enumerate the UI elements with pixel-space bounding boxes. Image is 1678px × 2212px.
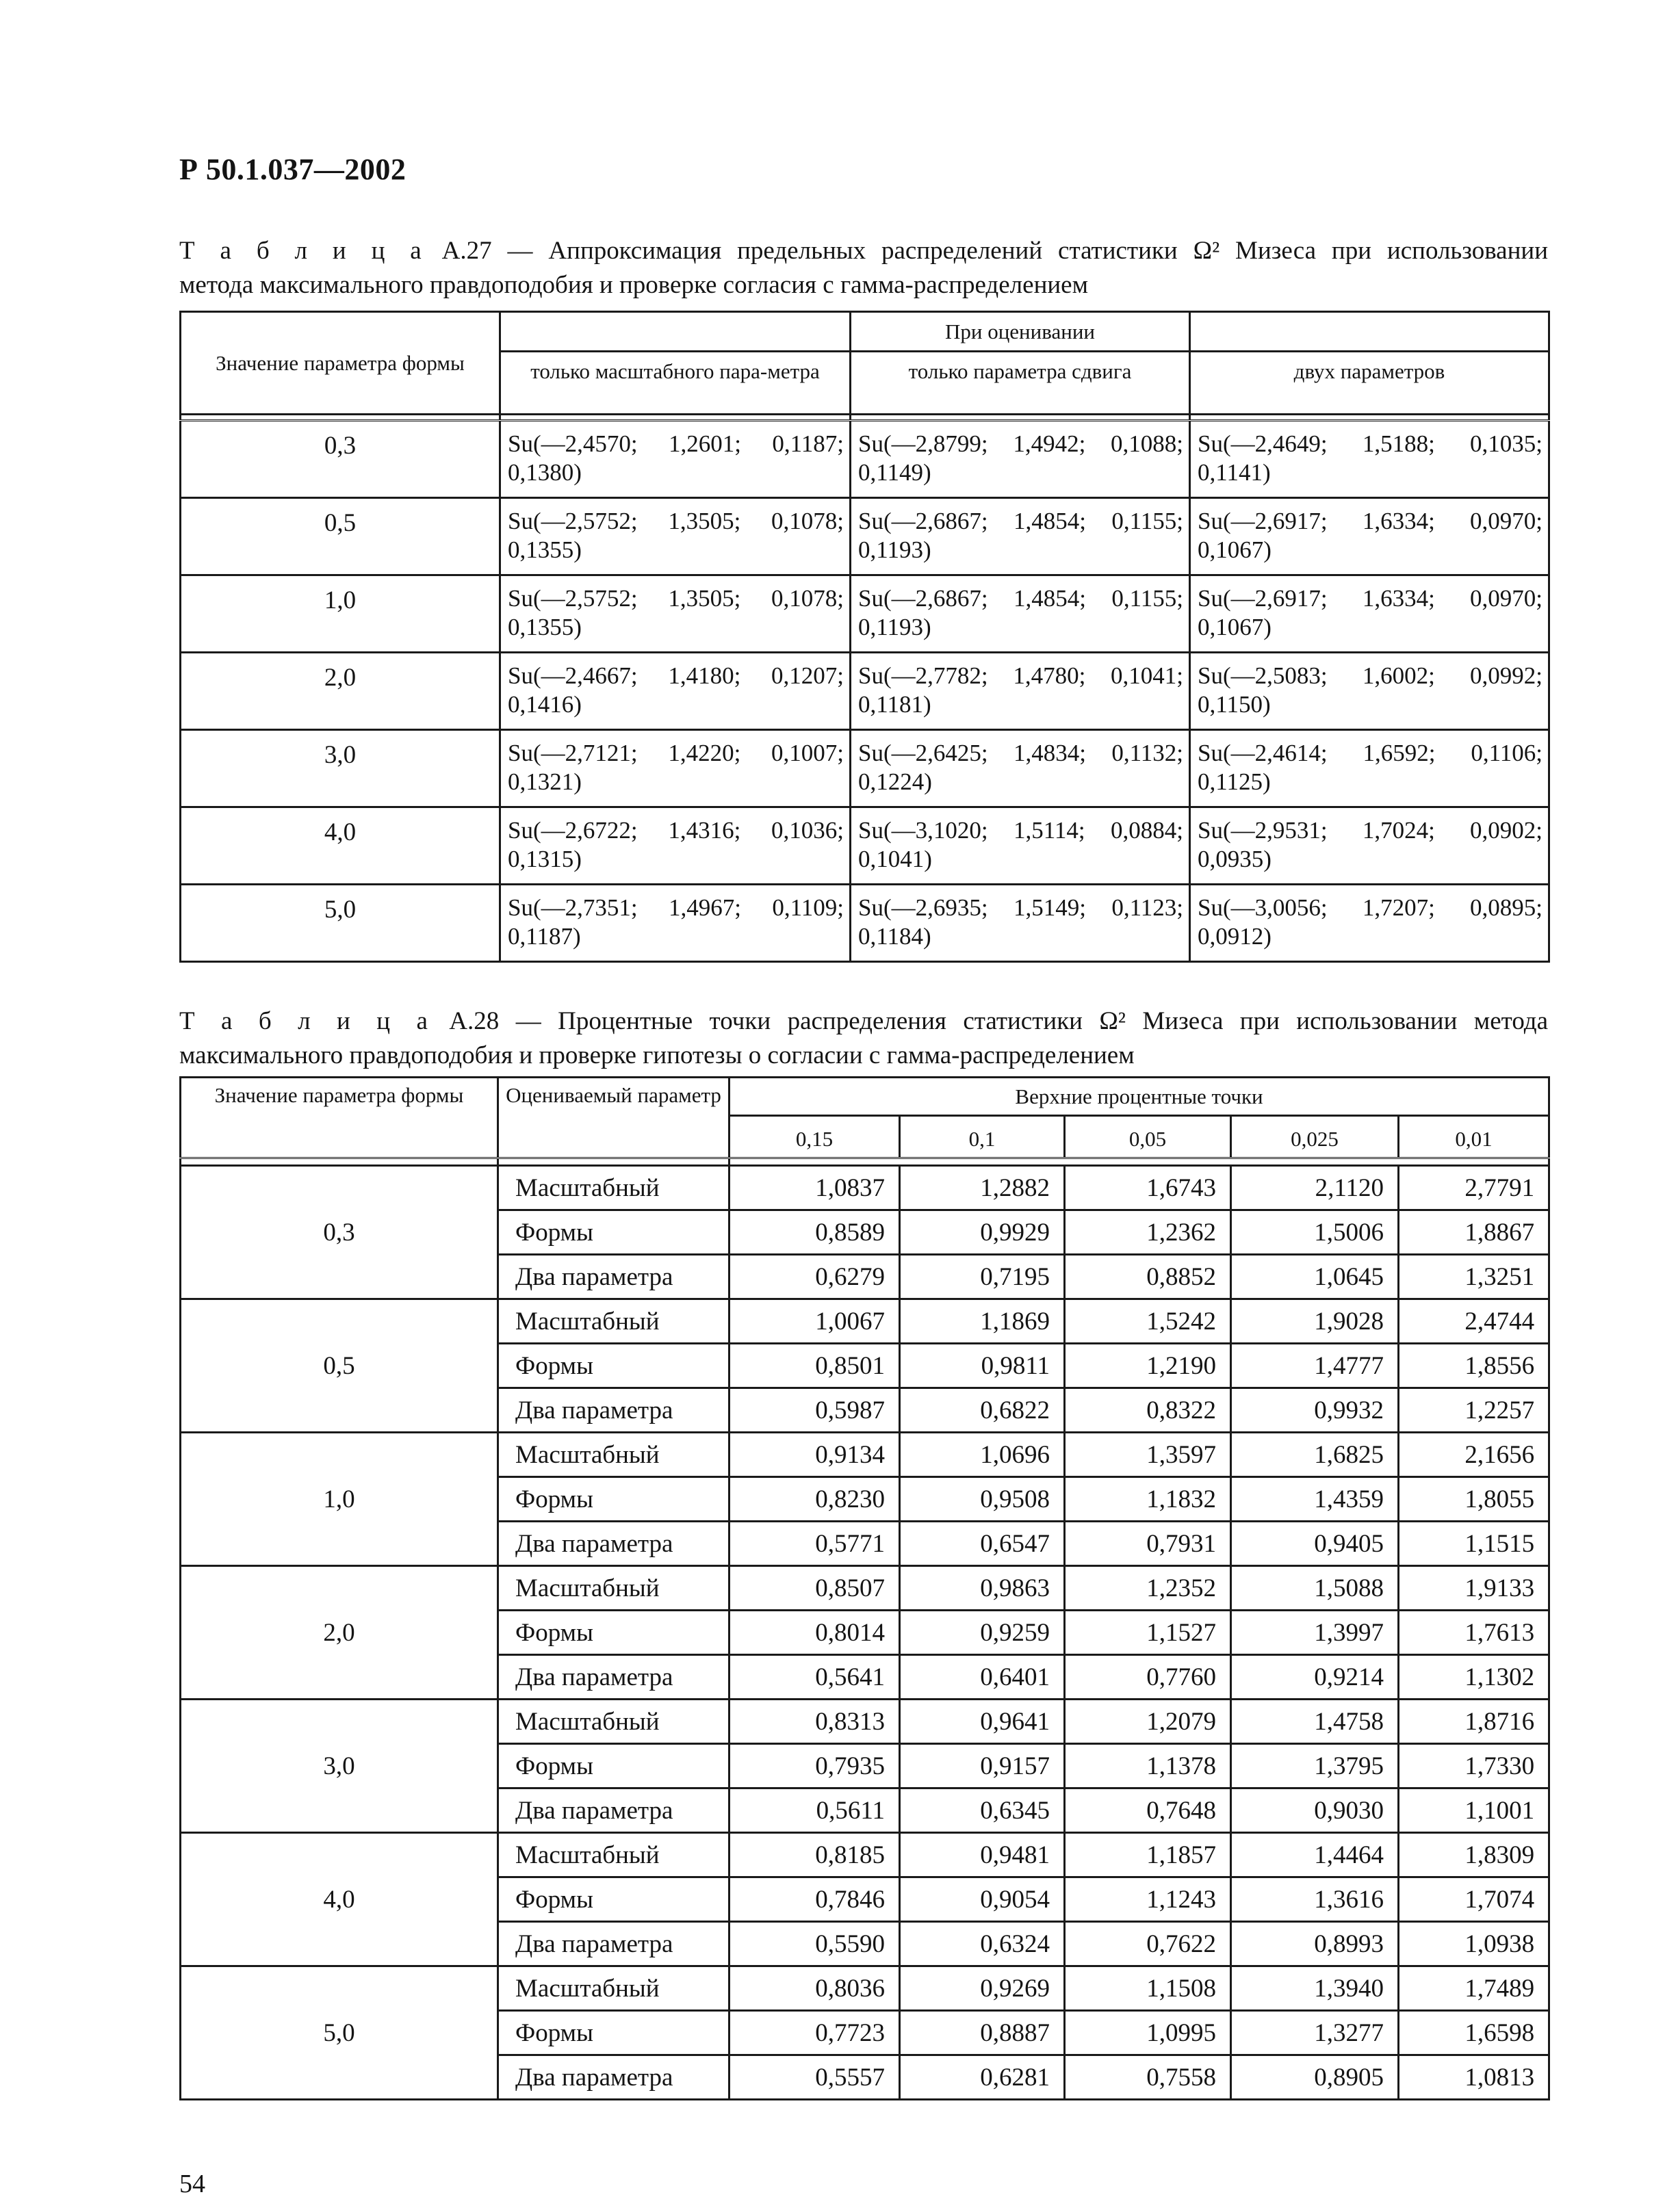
value-cell: 0,7935 xyxy=(730,1744,900,1788)
value-cell: 0,6401 xyxy=(900,1655,1065,1700)
estimated-param-cell: Формы xyxy=(498,1210,730,1255)
param-cell: 5,0 xyxy=(181,885,500,962)
value-cell: 0,9929 xyxy=(900,1210,1065,1255)
value-cell: 1,2079 xyxy=(1065,1700,1231,1744)
caption-text-line1: — Процентные точки распределения статистики Ω² Мизеса при использовании метода xyxy=(499,1007,1549,1035)
value-cell: 0,5590 xyxy=(730,1922,900,1966)
value-cell: 1,8055 xyxy=(1399,1477,1549,1522)
value-cell: 0,8014 xyxy=(730,1611,900,1655)
estimated-param-cell: Масштабный xyxy=(498,1700,730,1744)
col-header-group: Верхние процентные точки xyxy=(730,1078,1549,1116)
param-cell: 2,0 xyxy=(181,653,500,730)
scale-cell: Su(—2,4570; 1,2601; 0,1187; 0,1380) xyxy=(500,421,851,498)
value-cell: 0,9269 xyxy=(900,1966,1065,2011)
value-cell: 1,5242 xyxy=(1065,1299,1231,1344)
table-row xyxy=(181,653,1549,730)
col-header-group: При оценивании xyxy=(851,312,1190,352)
value-cell: 1,1508 xyxy=(1065,1966,1231,2011)
table-row xyxy=(181,807,1549,885)
value-cell: 0,5641 xyxy=(730,1655,900,1700)
caption-number: А.28 xyxy=(449,1007,500,1035)
value-cell: 0,8313 xyxy=(730,1700,900,1744)
value-cell: 1,0067 xyxy=(730,1299,900,1344)
estimated-param-cell: Формы xyxy=(498,1611,730,1655)
value-cell: 1,3997 xyxy=(1231,1611,1399,1655)
value-cell: 2,1656 xyxy=(1399,1433,1549,1477)
value-cell: 1,3616 xyxy=(1231,1877,1399,1922)
value-cell: 1,9133 xyxy=(1399,1566,1549,1611)
value-cell: 0,8507 xyxy=(730,1566,900,1611)
value-cell: 0,5611 xyxy=(730,1788,900,1833)
value-cell: 1,2257 xyxy=(1399,1388,1549,1433)
value-cell: 1,7330 xyxy=(1399,1744,1549,1788)
value-cell: 0,5557 xyxy=(730,2055,900,2100)
value-cell: 1,1378 xyxy=(1065,1744,1231,1788)
value-cell: 0,9134 xyxy=(730,1433,900,1477)
param-cell: 4,0 xyxy=(181,807,500,885)
estimated-param-cell: Формы xyxy=(498,2011,730,2055)
col-header-estimated: Оцениваемый параметр xyxy=(498,1078,730,1158)
value-cell: 1,3940 xyxy=(1231,1966,1399,2011)
value-cell: 1,1302 xyxy=(1399,1655,1549,1700)
value-cell: 0,7622 xyxy=(1065,1922,1231,1966)
shape-param-cell: 2,0 xyxy=(181,1566,498,1700)
caption-text-line2: метода максимального правдоподобия и проверке согласия с гамма-распределением xyxy=(179,271,1089,299)
caption-label: Т а б л и ц а xyxy=(179,237,426,265)
value-cell: 1,3251 xyxy=(1399,1255,1549,1299)
estimated-param-cell: Два параметра xyxy=(498,1522,730,1566)
estimated-param-cell: Два параметра xyxy=(498,1788,730,1833)
col-header-param: Значение параметра формы xyxy=(181,1078,498,1158)
value-cell: 0,5987 xyxy=(730,1388,900,1433)
value-cell: 1,7489 xyxy=(1399,1966,1549,2011)
table-row xyxy=(181,575,1549,653)
shape-param-cell: 1,0 xyxy=(181,1433,498,1566)
value-cell: 1,1857 xyxy=(1065,1833,1231,1877)
value-cell: 1,0938 xyxy=(1399,1922,1549,1966)
value-cell: 1,6743 xyxy=(1065,1166,1231,1210)
value-cell: 0,9259 xyxy=(900,1611,1065,1655)
both-cell: Su(—2,9531; 1,7024; 0,0902; 0,0935) xyxy=(1190,807,1549,885)
value-cell: 1,1001 xyxy=(1399,1788,1549,1833)
shift-cell: Su(—2,8799; 1,4942; 0,1088; 0,1149) xyxy=(851,421,1190,498)
value-cell: 0,9811 xyxy=(900,1344,1065,1388)
value-cell: 0,7195 xyxy=(900,1255,1065,1299)
col-header-percent-point: 0,05 xyxy=(1065,1116,1231,1158)
value-cell: 0,6279 xyxy=(730,1255,900,1299)
value-cell: 0,8501 xyxy=(730,1344,900,1388)
value-cell: 1,4464 xyxy=(1231,1833,1399,1877)
table-a27-caption xyxy=(179,234,1548,302)
shift-cell: Su(—2,6935; 1,5149; 0,1123; 0,1184) xyxy=(851,885,1190,962)
value-cell: 1,4758 xyxy=(1231,1700,1399,1744)
col-header-percent-point: 0,15 xyxy=(730,1116,900,1158)
col-header-shift: только параметра сдвига xyxy=(851,352,1190,415)
estimated-param-cell: Два параметра xyxy=(498,1388,730,1433)
col-header-percent-point: 0,025 xyxy=(1231,1116,1399,1158)
value-cell: 0,9481 xyxy=(900,1833,1065,1877)
scale-cell: Su(—2,7351; 1,4967; 0,1109; 0,1187) xyxy=(500,885,851,962)
estimated-param-cell: Формы xyxy=(498,1477,730,1522)
shape-param-cell: 0,5 xyxy=(181,1299,498,1433)
scale-cell: Su(—2,5752; 1,3505; 0,1078; 0,1355) xyxy=(500,498,851,575)
value-cell: 0,9157 xyxy=(900,1744,1065,1788)
value-cell: 1,2352 xyxy=(1065,1566,1231,1611)
shape-param-cell: 0,3 xyxy=(181,1166,498,1299)
table-row xyxy=(181,1833,1549,1877)
value-cell: 0,9932 xyxy=(1231,1388,1399,1433)
value-cell: 0,8230 xyxy=(730,1477,900,1522)
param-cell: 3,0 xyxy=(181,730,500,807)
value-cell: 0,7723 xyxy=(730,2011,900,2055)
value-cell: 0,7931 xyxy=(1065,1522,1231,1566)
table-row xyxy=(181,885,1549,962)
value-cell: 0,6822 xyxy=(900,1388,1065,1433)
value-cell: 1,0813 xyxy=(1399,2055,1549,2100)
both-cell: Su(—2,4614; 1,6592; 0,1106; 0,1125) xyxy=(1190,730,1549,807)
estimated-param-cell: Формы xyxy=(498,1877,730,1922)
estimated-param-cell: Два параметра xyxy=(498,2055,730,2100)
value-cell: 0,6281 xyxy=(900,2055,1065,2100)
value-cell: 0,9863 xyxy=(900,1566,1065,1611)
value-cell: 2,1120 xyxy=(1231,1166,1399,1210)
table-row xyxy=(181,1433,1549,1477)
value-cell: 1,7074 xyxy=(1399,1877,1549,1922)
value-cell: 0,9405 xyxy=(1231,1522,1399,1566)
value-cell: 1,0645 xyxy=(1231,1255,1399,1299)
table-row xyxy=(181,1166,1549,1210)
value-cell: 0,9508 xyxy=(900,1477,1065,1522)
scale-cell: Su(—2,5752; 1,3505; 0,1078; 0,1355) xyxy=(500,575,851,653)
value-cell: 1,0696 xyxy=(900,1433,1065,1477)
value-cell: 0,8322 xyxy=(1065,1388,1231,1433)
scale-cell: Su(—2,6722; 1,4316; 0,1036; 0,1315) xyxy=(500,807,851,885)
estimated-param-cell: Масштабный xyxy=(498,1566,730,1611)
value-cell: 1,1527 xyxy=(1065,1611,1231,1655)
table-row xyxy=(181,730,1549,807)
estimated-param-cell: Два параметра xyxy=(498,1655,730,1700)
shape-param-cell: 5,0 xyxy=(181,1966,498,2100)
shift-cell: Su(—3,1020; 1,5114; 0,0884; 0,1041) xyxy=(851,807,1190,885)
param-cell: 0,5 xyxy=(181,498,500,575)
shape-param-cell: 3,0 xyxy=(181,1700,498,1833)
value-cell: 0,9054 xyxy=(900,1877,1065,1922)
value-cell: 0,8887 xyxy=(900,2011,1065,2055)
value-cell: 1,0837 xyxy=(730,1166,900,1210)
value-cell: 0,5771 xyxy=(730,1522,900,1566)
value-cell: 0,6547 xyxy=(900,1522,1065,1566)
shape-param-cell: 4,0 xyxy=(181,1833,498,1966)
table-row xyxy=(181,1299,1549,1344)
value-cell: 0,9214 xyxy=(1231,1655,1399,1700)
value-cell: 1,1243 xyxy=(1065,1877,1231,1922)
value-cell: 0,7846 xyxy=(730,1877,900,1922)
value-cell: 0,6345 xyxy=(900,1788,1065,1833)
value-cell: 1,3277 xyxy=(1231,2011,1399,2055)
value-cell: 0,8185 xyxy=(730,1833,900,1877)
value-cell: 1,1869 xyxy=(900,1299,1065,1344)
table-a27 xyxy=(179,311,1550,963)
table-row xyxy=(181,421,1549,498)
document-code: Р 50.1.037—2002 xyxy=(179,153,406,186)
estimated-param-cell: Два параметра xyxy=(498,1922,730,1966)
value-cell: 0,9030 xyxy=(1231,1788,1399,1833)
value-cell: 1,1832 xyxy=(1065,1477,1231,1522)
param-cell: 0,3 xyxy=(181,421,500,498)
scale-cell: Su(—2,4667; 1,4180; 0,1207; 0,1416) xyxy=(500,653,851,730)
shift-cell: Su(—2,6425; 1,4834; 0,1132; 0,1224) xyxy=(851,730,1190,807)
both-cell: Su(—3,0056; 1,7207; 0,0895; 0,0912) xyxy=(1190,885,1549,962)
scale-cell: Su(—2,7121; 1,4220; 0,1007; 0,1321) xyxy=(500,730,851,807)
param-cell: 1,0 xyxy=(181,575,500,653)
value-cell: 1,5006 xyxy=(1231,1210,1399,1255)
value-cell: 0,9641 xyxy=(900,1700,1065,1744)
col-header-percent-point: 0,01 xyxy=(1399,1116,1549,1158)
value-cell: 1,6825 xyxy=(1231,1433,1399,1477)
value-cell: 0,8993 xyxy=(1231,1922,1399,1966)
table-row xyxy=(181,498,1549,575)
value-cell: 1,3597 xyxy=(1065,1433,1231,1477)
estimated-param-cell: Масштабный xyxy=(498,1299,730,1344)
value-cell: 1,8556 xyxy=(1399,1344,1549,1388)
value-cell: 1,9028 xyxy=(1231,1299,1399,1344)
value-cell: 1,7613 xyxy=(1399,1611,1549,1655)
estimated-param-cell: Масштабный xyxy=(498,1166,730,1210)
value-cell: 1,2362 xyxy=(1065,1210,1231,1255)
shift-cell: Su(—2,6867; 1,4854; 0,1155; 0,1193) xyxy=(851,498,1190,575)
value-cell: 1,4777 xyxy=(1231,1344,1399,1388)
value-cell: 0,8905 xyxy=(1231,2055,1399,2100)
table-row xyxy=(181,1566,1549,1611)
estimated-param-cell: Два параметра xyxy=(498,1255,730,1299)
estimated-param-cell: Масштабный xyxy=(498,1833,730,1877)
value-cell: 1,8867 xyxy=(1399,1210,1549,1255)
both-cell: Su(—2,4649; 1,5188; 0,1035; 0,1141) xyxy=(1190,421,1549,498)
value-cell: 0,6324 xyxy=(900,1922,1065,1966)
value-cell: 1,4359 xyxy=(1231,1477,1399,1522)
value-cell: 0,7760 xyxy=(1065,1655,1231,1700)
estimated-param-cell: Масштабный xyxy=(498,1966,730,2011)
value-cell: 1,3795 xyxy=(1231,1744,1399,1788)
value-cell: 0,7648 xyxy=(1065,1788,1231,1833)
value-cell: 1,0995 xyxy=(1065,2011,1231,2055)
shift-cell: Su(—2,6867; 1,4854; 0,1155; 0,1193) xyxy=(851,575,1190,653)
col-header-percent-point: 0,1 xyxy=(900,1116,1065,1158)
caption-text-line2: максимального правдоподобия и проверке гипотезы о согласии с гамма-распределением xyxy=(179,1041,1135,1069)
value-cell: 2,4744 xyxy=(1399,1299,1549,1344)
value-cell: 2,7791 xyxy=(1399,1166,1549,1210)
caption-number: А.27 xyxy=(441,237,492,265)
table-a28-caption xyxy=(179,1004,1548,1073)
col-header-scale: только масштабного пара-метра xyxy=(500,352,851,415)
value-cell: 0,8852 xyxy=(1065,1255,1231,1299)
both-cell: Su(—2,5083; 1,6002; 0,0992; 0,1150) xyxy=(1190,653,1549,730)
table-a28 xyxy=(179,1076,1550,2100)
value-cell: 1,8716 xyxy=(1399,1700,1549,1744)
value-cell: 1,1515 xyxy=(1399,1522,1549,1566)
estimated-param-cell: Масштабный xyxy=(498,1433,730,1477)
estimated-param-cell: Формы xyxy=(498,1344,730,1388)
value-cell: 1,8309 xyxy=(1399,1833,1549,1877)
value-cell: 0,8036 xyxy=(730,1966,900,2011)
table-row xyxy=(181,1966,1549,2011)
value-cell: 0,7558 xyxy=(1065,2055,1231,2100)
col-header-both: двух параметров xyxy=(1190,352,1549,415)
caption-label: Т а б л и ц а xyxy=(179,1007,433,1035)
caption-text-line1: — Аппроксимация предельных распределений статистики Ω² Мизеса при использовании xyxy=(491,237,1548,265)
shift-cell: Su(—2,7782; 1,4780; 0,1041; 0,1181) xyxy=(851,653,1190,730)
both-cell: Su(—2,6917; 1,6334; 0,0970; 0,1067) xyxy=(1190,575,1549,653)
value-cell: 1,2882 xyxy=(900,1166,1065,1210)
value-cell: 1,2190 xyxy=(1065,1344,1231,1388)
estimated-param-cell: Формы xyxy=(498,1744,730,1788)
table-row xyxy=(181,1700,1549,1744)
col-header-param: Значение параметра формы xyxy=(181,312,500,415)
value-cell: 1,5088 xyxy=(1231,1566,1399,1611)
value-cell: 0,8589 xyxy=(730,1210,900,1255)
page-number: 54 xyxy=(179,2170,205,2198)
value-cell: 1,6598 xyxy=(1399,2011,1549,2055)
both-cell: Su(—2,6917; 1,6334; 0,0970; 0,1067) xyxy=(1190,498,1549,575)
